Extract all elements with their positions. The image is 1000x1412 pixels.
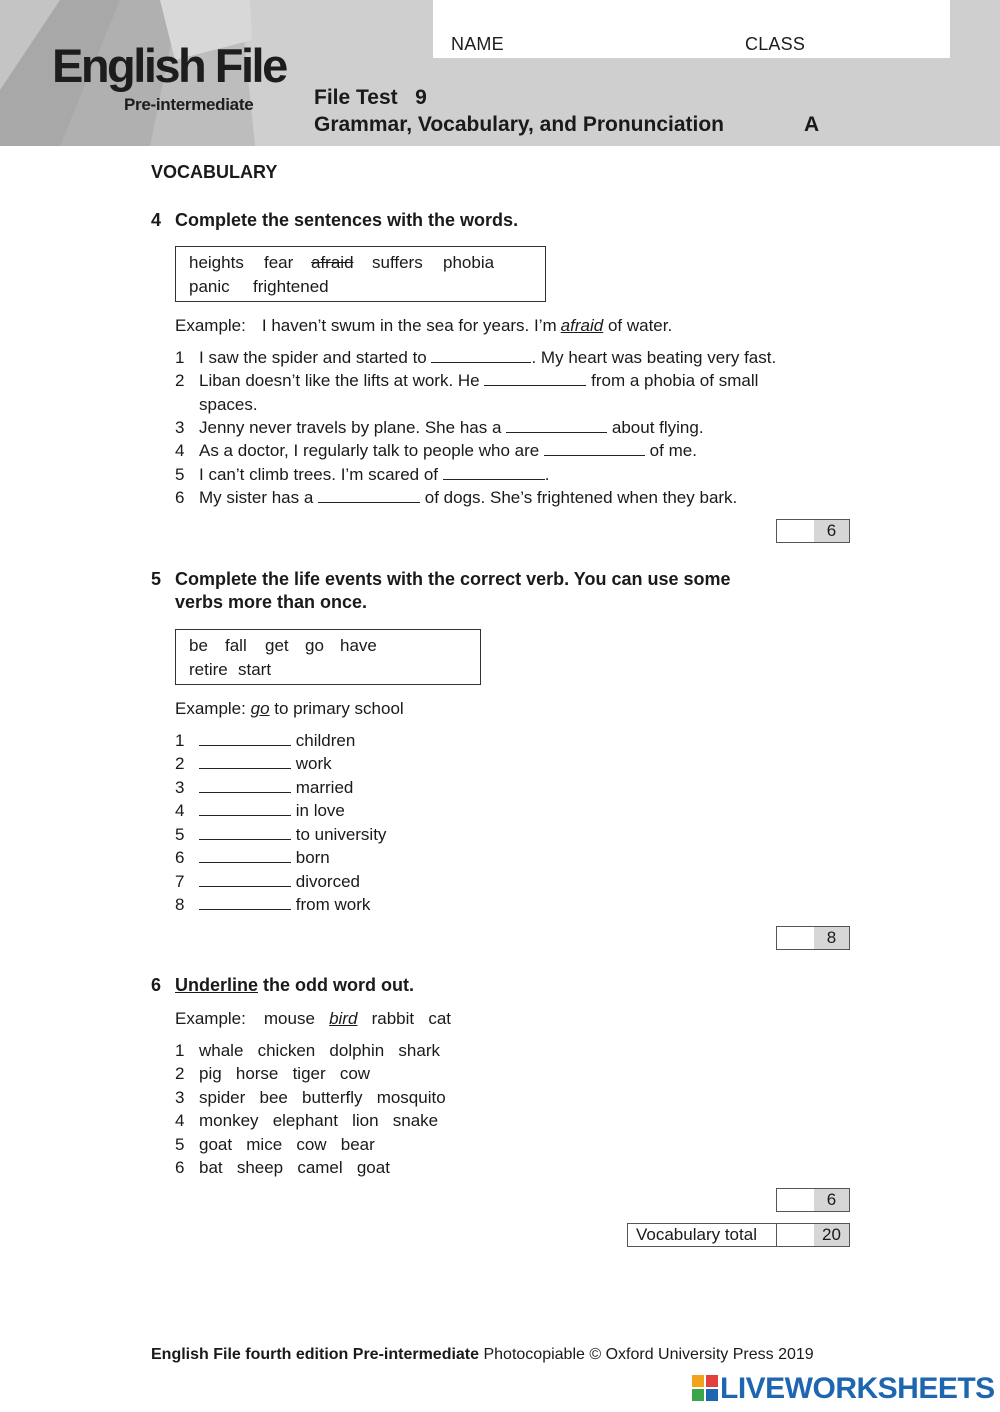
- odd-word-option[interactable]: goat: [356, 1158, 390, 1177]
- q5-example: [175, 699, 404, 719]
- q4-item-5: [199, 465, 550, 485]
- q4-score-box: [776, 519, 850, 543]
- score-total: 6: [814, 520, 849, 542]
- q4-item-text: of me.: [649, 441, 697, 460]
- score-total: 6: [814, 1189, 849, 1211]
- q4-item-text: about flying.: [611, 418, 704, 437]
- q4-item-text: As a doctor, I regularly talk to people who are: [199, 441, 540, 460]
- q6-example-label: Example:: [175, 1009, 246, 1028]
- q5-item-6: [199, 848, 330, 868]
- q4-item-number: 6: [175, 488, 185, 507]
- q6-example: [175, 1009, 451, 1029]
- word-phobia: phobia: [443, 253, 495, 272]
- q5-item-number: 1: [175, 731, 185, 750]
- q4-item-number: 4: [175, 441, 185, 460]
- odd-word-option[interactable]: bee: [259, 1088, 288, 1107]
- odd-word-option[interactable]: mosquito: [376, 1088, 446, 1107]
- word-start: start: [238, 660, 272, 679]
- q6-item-number: 3: [175, 1088, 185, 1107]
- q5-item-3: [199, 778, 353, 798]
- odd-word-option[interactable]: butterfly: [302, 1088, 363, 1107]
- class-label: CLASS: [745, 34, 806, 54]
- q5-item-number: 3: [175, 778, 185, 797]
- answer-blank[interactable]: [199, 872, 291, 887]
- footer-copyright: [151, 1346, 814, 1364]
- q6-item-number: 6: [175, 1158, 185, 1177]
- word-suffers: suffers: [372, 253, 423, 272]
- word-be: be: [189, 636, 208, 655]
- q4-item-number: 3: [175, 418, 185, 437]
- q4-item-text: of dogs. She’s frightened when they bark.: [424, 488, 738, 507]
- q5-item-text: from work: [295, 895, 371, 914]
- test-version: A: [804, 113, 820, 136]
- q4-item-3: [199, 418, 704, 438]
- odd-word-option[interactable]: monkey: [199, 1111, 259, 1130]
- answer-blank[interactable]: [544, 441, 645, 456]
- liveworksheets-text: LIVEWORKSHEETS: [720, 1372, 995, 1405]
- liveworksheets-icon: [692, 1375, 718, 1401]
- header-banner: [0, 0, 1000, 146]
- q5-example-label: Example:: [175, 699, 246, 718]
- odd-word-option[interactable]: shark: [398, 1041, 440, 1060]
- q5-item-7: [199, 872, 360, 892]
- q5-item-text: children: [295, 731, 356, 750]
- vocab-total-input[interactable]: [777, 1224, 815, 1246]
- q4-item-text: from a phobia of small: [591, 371, 759, 390]
- odd-word-option[interactable]: whale: [199, 1041, 244, 1060]
- word-go: go: [305, 636, 324, 655]
- answer-blank[interactable]: [199, 778, 291, 793]
- q5-item-number: 2: [175, 754, 185, 773]
- odd-word-option[interactable]: lion: [352, 1111, 379, 1130]
- q4-item-text: . My heart was beating very fast.: [531, 348, 777, 367]
- odd-word-option[interactable]: bat: [199, 1158, 223, 1177]
- odd-word-option[interactable]: tiger: [292, 1064, 326, 1083]
- word-get: get: [265, 636, 289, 655]
- q5-item-text: work: [295, 754, 332, 773]
- q4-item-number: 1: [175, 348, 185, 367]
- q4-number: 4: [151, 210, 162, 230]
- odd-word-option[interactable]: spider: [199, 1088, 246, 1107]
- q4-instruction: Complete the sentences with the words.: [175, 210, 519, 230]
- odd-word-option[interactable]: chicken: [257, 1041, 316, 1060]
- q4-item-2: [199, 371, 758, 391]
- q5-word-box: [175, 629, 481, 685]
- example-word: rabbit: [371, 1009, 415, 1028]
- vocab-total-box: [776, 1223, 850, 1247]
- odd-word-option[interactable]: camel: [297, 1158, 343, 1177]
- q4-item-2-cont: spaces.: [199, 395, 258, 414]
- odd-word-option[interactable]: goat: [199, 1135, 233, 1154]
- answer-blank[interactable]: [431, 348, 531, 363]
- example-word-underlined: bird: [329, 1009, 358, 1028]
- q5-item-number: 7: [175, 872, 185, 891]
- q4-item-number: 5: [175, 465, 185, 484]
- word-panic: panic: [189, 277, 230, 296]
- odd-word-option[interactable]: elephant: [272, 1111, 338, 1130]
- score-input[interactable]: [777, 927, 815, 949]
- q6-item-2: [199, 1064, 370, 1084]
- q5-item-number: 4: [175, 801, 185, 820]
- q5-item-1: [199, 731, 355, 751]
- q4-item-text: Liban doesn’t like the lifts at work. He: [199, 371, 480, 390]
- q6-item-3: [199, 1088, 446, 1108]
- answer-blank[interactable]: [199, 801, 291, 816]
- q5-item-2: [199, 754, 332, 774]
- odd-word-option[interactable]: bear: [340, 1135, 375, 1154]
- q6-item-number: 5: [175, 1135, 185, 1154]
- example-word: cat: [428, 1009, 451, 1028]
- q5-example-after: to primary school: [274, 699, 404, 718]
- odd-word-option[interactable]: cow: [296, 1135, 327, 1154]
- example-word: mouse: [263, 1009, 315, 1028]
- q4-item-text: .: [544, 465, 550, 484]
- odd-word-option[interactable]: sheep: [236, 1158, 284, 1177]
- answer-blank[interactable]: [199, 825, 291, 840]
- word-fear: fear: [264, 253, 294, 272]
- answer-blank[interactable]: [199, 754, 291, 769]
- logo-title: English File: [52, 39, 286, 92]
- score-input[interactable]: [777, 520, 815, 542]
- score-input[interactable]: [777, 1189, 815, 1211]
- q5-instruction-2: verbs more than once.: [175, 592, 368, 612]
- q5-item-text: divorced: [295, 872, 360, 891]
- q5-item-text: born: [295, 848, 330, 867]
- answer-blank[interactable]: [443, 465, 545, 480]
- name-class-box: [433, 0, 950, 58]
- answer-blank[interactable]: [199, 895, 291, 910]
- q4-example-label: Example:: [175, 316, 246, 335]
- word-afraid-crossed: afraid: [311, 253, 354, 272]
- q4-item-4: [199, 441, 697, 461]
- q4-example-answer: afraid: [560, 316, 604, 335]
- answer-blank[interactable]: [199, 848, 291, 863]
- vocab-total-value: 20: [814, 1224, 849, 1246]
- q6-score-box: [776, 1188, 850, 1212]
- q5-number: 5: [151, 569, 162, 589]
- test-title: File Test 9: [314, 86, 427, 109]
- q5-item-number: 5: [175, 825, 185, 844]
- q6-item-number: 1: [175, 1041, 185, 1060]
- q6-item-6: [199, 1158, 390, 1178]
- section-title: VOCABULARY: [151, 162, 278, 182]
- q4-item-1: [199, 348, 776, 368]
- answer-blank[interactable]: [484, 371, 586, 386]
- q5-item-5: [199, 825, 386, 845]
- q4-example-text: I haven’t swum in the sea for years. I’m: [261, 316, 557, 335]
- q6-item-number: 4: [175, 1111, 185, 1130]
- logo-subtitle: Pre-intermediate: [124, 95, 254, 114]
- q4-item-6: [199, 488, 737, 508]
- word-have: have: [340, 636, 377, 655]
- q5-item-text: in love: [295, 801, 345, 820]
- test-subtitle: Grammar, Vocabulary, and Pronunciation: [314, 113, 724, 136]
- q4-item-text: I saw the spider and started to: [199, 348, 427, 367]
- word-heights: heights: [189, 253, 244, 272]
- q5-example-answer: go: [250, 699, 270, 718]
- answer-blank[interactable]: [199, 731, 291, 746]
- q5-instruction-1: Complete the life events with the correct verb. You can use some: [175, 569, 731, 589]
- q5-item-4: [199, 801, 345, 821]
- q5-score-box: [776, 926, 850, 950]
- q5-item-text: to university: [295, 825, 387, 844]
- odd-word-option[interactable]: horse: [235, 1064, 279, 1083]
- q6-item-5: [199, 1135, 375, 1155]
- q5-item-number: 8: [175, 895, 185, 914]
- odd-word-option[interactable]: cow: [339, 1064, 371, 1083]
- q6-item-number: 2: [175, 1064, 185, 1083]
- q4-example-after: of water.: [607, 316, 673, 335]
- q6-instruction-rest: the odd word out.: [263, 975, 415, 995]
- q5-item-text: married: [295, 778, 354, 797]
- odd-word-option[interactable]: snake: [392, 1111, 439, 1130]
- q4-item-text: Jenny never travels by plane. She has a: [199, 418, 502, 437]
- q6-item-4: [199, 1111, 438, 1131]
- score-total: 8: [814, 927, 849, 949]
- q4-word-box: [175, 246, 546, 302]
- odd-word-option[interactable]: dolphin: [329, 1041, 385, 1060]
- name-label: NAME: [451, 34, 504, 54]
- q4-item-number: 2: [175, 371, 185, 390]
- vocab-total-label: Vocabulary total: [627, 1223, 777, 1247]
- q6-instruction: [175, 975, 414, 996]
- word-retire: retire: [189, 660, 228, 679]
- word-frightened: frightened: [253, 277, 329, 296]
- q5-item-8: [199, 895, 370, 915]
- q4-item-text: My sister has a: [199, 488, 314, 507]
- q4-example: [175, 316, 672, 336]
- q6-number: 6: [151, 975, 162, 995]
- q5-item-number: 6: [175, 848, 185, 867]
- footer-bold: English File fourth edition Pre-intermediate: [151, 1346, 480, 1363]
- q6-item-1: [199, 1041, 440, 1061]
- odd-word-option[interactable]: pig: [199, 1064, 222, 1083]
- footer-rest: Photocopiable © Oxford University Press 2019: [483, 1346, 814, 1363]
- answer-blank[interactable]: [506, 418, 607, 433]
- answer-blank[interactable]: [318, 488, 420, 503]
- word-fall: fall: [225, 636, 247, 655]
- odd-word-option[interactable]: mice: [246, 1135, 283, 1154]
- q4-item-text: I can’t climb trees. I’m scared of: [199, 465, 439, 484]
- q6-instruction-underlined: Underline: [175, 975, 259, 995]
